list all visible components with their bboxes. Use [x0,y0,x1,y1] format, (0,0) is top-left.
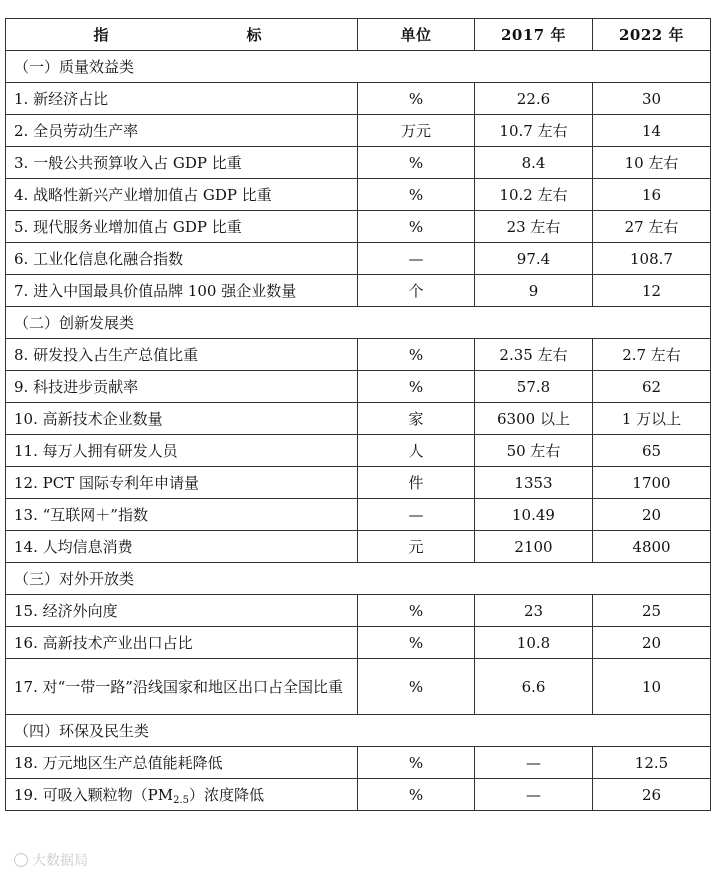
table-row [6,243,711,275]
value-2022: 25 [593,595,711,627]
indicator-name: 11. 每万人拥有研发人员 [6,435,358,467]
table-row [6,531,711,563]
value-2017: 23 [475,595,593,627]
value-2022: 26 [593,779,711,811]
category-label: （一）质量效益类 [6,51,711,83]
unit-cell: — [358,243,475,275]
table-row [6,595,711,627]
table-row [6,371,711,403]
indicator-name: 10. 高新技术企业数量 [6,403,358,435]
value-2017: 10.2 左右 [475,179,593,211]
value-2017: 9 [475,275,593,307]
unit-cell: % [358,147,475,179]
category-row-opening [6,563,711,595]
value-2022: 2.7 左右 [593,339,711,371]
table-row [6,467,711,499]
table-row [6,403,711,435]
value-2017: 8.4 [475,147,593,179]
indicator-name: 12. PCT 国际专利年申请量 [6,467,358,499]
unit-cell: 元 [358,531,475,563]
table-row [6,779,711,811]
value-2017: 97.4 [475,243,593,275]
unit-cell: — [358,499,475,531]
pm-subscript: 2.5 [173,794,189,806]
header-unit: 单位 [358,19,475,51]
table-row [6,339,711,371]
indicator-name: 15. 经济外向度 [6,595,358,627]
unit-cell: 人 [358,435,475,467]
value-2022: 20 [593,627,711,659]
unit-cell: 件 [358,467,475,499]
unit-cell: % [358,339,475,371]
value-2017: 22.6 [475,83,593,115]
indicator-table [5,18,711,811]
value-2017: 57.8 [475,371,593,403]
value-2022: 62 [593,371,711,403]
indicator-name: 8. 研发投入占生产总值比重 [6,339,358,371]
indicator-name: 16. 高新技术产业出口占比 [6,627,358,659]
header-row [6,19,711,51]
indicator-name: 17. 对“一带一路”沿线国家和地区出口占全国比重 [6,659,358,715]
table-row [6,659,711,715]
watermark-circle-icon [14,853,28,867]
indicator-name: 1. 新经济占比 [6,83,358,115]
unit-cell: 个 [358,275,475,307]
watermark-text: 大数据局 [32,853,88,869]
value-2017: — [475,779,593,811]
unit-cell: % [358,371,475,403]
value-2022: 108.7 [593,243,711,275]
table-row [6,179,711,211]
value-2022: 30 [593,83,711,115]
unit-cell: 家 [358,403,475,435]
value-2022: 1700 [593,467,711,499]
unit-cell: % [358,779,475,811]
unit-cell: % [358,595,475,627]
value-2022: 16 [593,179,711,211]
unit-cell: % [358,747,475,779]
value-2022: 12 [593,275,711,307]
value-2017: 2.35 左右 [475,339,593,371]
indicator-name: 4. 战略性新兴产业增加值占 GDP 比重 [6,179,358,211]
indicator-name [6,779,358,811]
watermark [14,850,88,870]
category-row-environment [6,715,711,747]
indicator-name: 5. 现代服务业增加值占 GDP 比重 [6,211,358,243]
value-2022: 10 左右 [593,147,711,179]
unit-cell: % [358,659,475,715]
value-2022: 14 [593,115,711,147]
unit-cell: % [358,627,475,659]
value-2022: 27 左右 [593,211,711,243]
value-2017: 6.6 [475,659,593,715]
indicator-name: 2. 全员劳动生产率 [6,115,358,147]
table-row [6,83,711,115]
header-2017: 2017 年 [475,19,593,51]
header-indicator: 指 标 [6,19,358,51]
value-2017: 2100 [475,531,593,563]
table-row [6,499,711,531]
indicator-name: 9. 科技进步贡献率 [6,371,358,403]
table-row [6,275,711,307]
value-2022: 65 [593,435,711,467]
indicator-name: 3. 一般公共预算收入占 GDP 比重 [6,147,358,179]
value-2022: 1 万以上 [593,403,711,435]
header-2022: 2022 年 [593,19,711,51]
table-row [6,435,711,467]
unit-cell: % [358,211,475,243]
value-2017: 10.7 左右 [475,115,593,147]
table-row [6,747,711,779]
value-2017: 6300 以上 [475,403,593,435]
table-row [6,147,711,179]
value-2017: 1353 [475,467,593,499]
indicator-name: 7. 进入中国最具价值品牌 100 强企业数量 [6,275,358,307]
value-2022: 10 [593,659,711,715]
value-2017: — [475,747,593,779]
table-row [6,211,711,243]
value-2017: 50 左右 [475,435,593,467]
value-2022: 20 [593,499,711,531]
value-2017: 10.49 [475,499,593,531]
indicator-name-prefix: 19. 可吸入颗粒物（PM [14,785,174,804]
indicator-name: 6. 工业化信息化融合指数 [6,243,358,275]
unit-cell: 万元 [358,115,475,147]
indicator-name: 13. “互联网＋”指数 [6,499,358,531]
value-2022: 12.5 [593,747,711,779]
indicator-name: 18. 万元地区生产总值能耗降低 [6,747,358,779]
category-label: （二）创新发展类 [6,307,711,339]
category-row-innovation [6,307,711,339]
category-label: （四）环保及民生类 [6,715,711,747]
value-2022: 4800 [593,531,711,563]
unit-cell: % [358,179,475,211]
table-row [6,627,711,659]
category-label: （三）对外开放类 [6,563,711,595]
value-2017: 23 左右 [475,211,593,243]
value-2017: 10.8 [475,627,593,659]
indicator-name: 14. 人均信息消费 [6,531,358,563]
category-row-quality [6,51,711,83]
unit-cell: % [358,83,475,115]
indicator-name-suffix: ）浓度降低 [188,785,264,804]
table-row [6,115,711,147]
